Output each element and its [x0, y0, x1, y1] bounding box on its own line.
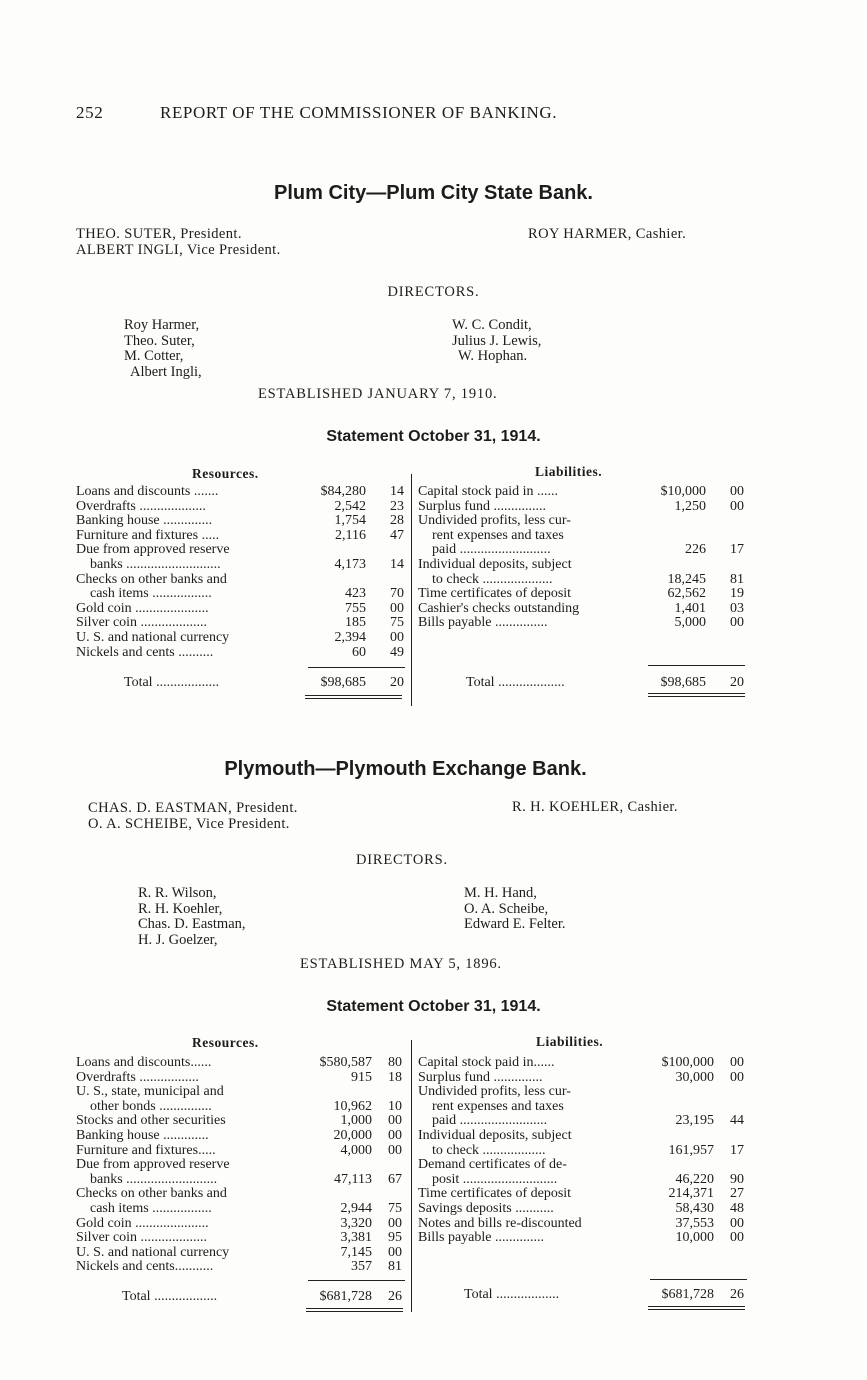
ledger-cents: 00 [730, 1069, 744, 1085]
ledger-row [418, 1158, 748, 1173]
resources-table [76, 485, 406, 660]
ledger-row [418, 1100, 748, 1115]
established-line: ESTABLISHED JANUARY 7, 1910. [258, 386, 498, 402]
ledger-dollars: 1,754 [334, 513, 366, 529]
total-cents: 26 [388, 1289, 402, 1304]
ledger-label: Gold coin ..................... [76, 600, 209, 616]
ledger-label: Due from approved reserve [76, 542, 230, 558]
ledger-row [418, 587, 748, 602]
double-rule [305, 695, 402, 696]
ledger-row [418, 1085, 748, 1100]
ledger-row [418, 514, 748, 529]
ledger-row [76, 485, 406, 500]
ledger-row [418, 500, 748, 515]
liabilities-table [418, 485, 748, 631]
total-label: Total ................... [466, 675, 565, 690]
director-name: W. C. Condit, [452, 317, 532, 333]
ledger-cents: 00 [730, 1055, 744, 1070]
total-label: Total .................. [464, 1287, 560, 1302]
ledger-dollars: 10,000 [675, 1230, 714, 1246]
ledger-cents: 81 [388, 1259, 402, 1275]
ledger-label: Checks on other banks and [76, 571, 227, 587]
ledger-row [418, 1173, 748, 1188]
ledger-dollars: 5,000 [674, 615, 706, 631]
director-name: R. H. Koehler, [138, 900, 223, 917]
ledger-row [76, 1158, 406, 1173]
ledger-label: Furniture and fixtures ..... [76, 527, 220, 543]
total-label: Total .................. [122, 1289, 218, 1304]
ledger-row [418, 485, 748, 500]
ledger-dollars: 185 [345, 615, 366, 631]
ledger-label: Demand certificates of de- [418, 1157, 567, 1173]
ledger-dollars: 7,145 [340, 1244, 372, 1260]
double-rule [648, 1309, 745, 1310]
directors-left-list [138, 886, 246, 948]
ledger-label: Nickels and cents........... [76, 1259, 214, 1275]
director-name: Edward E. Felter. [464, 916, 566, 932]
liabilities-table [418, 1056, 748, 1246]
ledger-row [76, 616, 406, 631]
director-name: R. R. Wilson, [138, 885, 217, 901]
total-dollars: $98,685 [320, 675, 366, 690]
ledger-label: cash items ................. [90, 586, 212, 602]
ledger-dollars: 10,962 [333, 1098, 372, 1114]
director-name: Theo. Suter, [124, 332, 195, 349]
ledger-cents: 00 [390, 600, 404, 616]
ledger-row [418, 1071, 748, 1086]
ledger-dollars: 214,371 [668, 1186, 714, 1202]
ledger-row [76, 1085, 406, 1100]
ledger-dollars: 18,245 [667, 571, 706, 587]
director-name: O. A. Scheibe, [464, 900, 549, 917]
ledger-row [418, 573, 748, 588]
ledger-label: Bills payable ............... [418, 615, 548, 631]
ledger-dollars: 915 [351, 1069, 372, 1085]
ledger-dollars: 23,195 [675, 1113, 714, 1129]
ledger-row [76, 573, 406, 588]
president-line: CHAS. D. EASTMAN, President. [88, 800, 298, 816]
double-rule [648, 1306, 745, 1307]
ledger-row [418, 543, 748, 558]
bank-title: Plymouth—Plymouth Exchange Bank. [224, 758, 587, 780]
ledger-cents: 00 [388, 1113, 402, 1129]
ledger-row [418, 1129, 748, 1144]
ledger-dollars: $580,587 [319, 1055, 372, 1070]
ledger-cents: 48 [730, 1200, 744, 1216]
ledger-dollars: 60 [352, 644, 366, 660]
double-rule [648, 696, 745, 697]
ledger-cents: 14 [390, 556, 404, 572]
ledger-cents: 90 [730, 1171, 744, 1187]
ledger-cents: 23 [390, 498, 404, 514]
director-name: H. J. Goelzer, [138, 931, 218, 948]
liabilities-heading: Liabilities. [536, 1034, 604, 1049]
director-name: M. H. Hand, [464, 885, 537, 901]
ledger-label: Bills payable .............. [418, 1230, 544, 1246]
director-name: M. Cotter, [124, 348, 184, 364]
ledger-label: Cashier's checks outstanding [418, 600, 580, 616]
ledger-label: Silver coin ................... [76, 1230, 208, 1246]
ledger-label: Furniture and fixtures..... [76, 1142, 216, 1158]
total-rule [308, 1280, 405, 1281]
liabilities-total-row [418, 676, 748, 691]
ledger-label: cash items ................. [90, 1200, 212, 1216]
ledger-label: U. S. and national currency [76, 629, 230, 645]
ledger-cents: 19 [730, 586, 744, 602]
ledger-label: Surplus fund ............... [418, 498, 546, 514]
total-cents: 26 [730, 1287, 744, 1302]
double-rule [648, 693, 745, 694]
ledger-label: paid ......................... [432, 1113, 548, 1129]
ledger-row [76, 1260, 406, 1275]
ledger-row [418, 1144, 748, 1159]
vice-president-line: ALBERT INGLI, Vice President. [76, 242, 281, 258]
ledger-label: Stocks and other securities [76, 1113, 226, 1129]
officers-left [76, 226, 281, 258]
total-dollars: $681,728 [319, 1289, 372, 1304]
ledger-cents: 00 [730, 1215, 744, 1231]
director-name: Chas. D. Eastman, [138, 916, 246, 932]
total-label: Total .................. [124, 675, 220, 690]
ledger-row [76, 558, 406, 573]
ledger-cents: 00 [388, 1244, 402, 1260]
total-cents: 20 [390, 675, 404, 690]
ledger-cents: 70 [390, 586, 404, 602]
ledger-cents: 75 [390, 615, 404, 631]
ledger-row [418, 602, 748, 617]
ledger-cents: 17 [730, 542, 744, 558]
ledger-cents: 00 [390, 629, 404, 645]
total-dollars: $98,685 [660, 675, 706, 690]
ledger-dollars: 161,957 [668, 1142, 714, 1158]
president-line: THEO. SUTER, President. [76, 226, 242, 242]
ledger-cents: 00 [730, 615, 744, 631]
ledger-dollars: 1,401 [674, 600, 706, 616]
ledger-row [418, 529, 748, 544]
ledger-cents: 00 [730, 484, 744, 499]
ledger-row [418, 1231, 748, 1246]
page-number: 252 [76, 103, 104, 122]
ledger-dollars: 37,553 [675, 1215, 714, 1231]
ledger-cents: 10 [388, 1098, 402, 1114]
ledger-label: Overdrafts ................... [76, 498, 206, 514]
ledger-dollars: 4,173 [334, 556, 366, 572]
ledger-cents: 95 [388, 1230, 402, 1246]
director-name: W. Hophan. [458, 348, 528, 364]
ledger-label: Capital stock paid in ...... [418, 484, 558, 499]
ledger-cents: 00 [388, 1142, 402, 1158]
ledger-dollars: $10,000 [660, 484, 706, 499]
ledger-cents: 75 [388, 1200, 402, 1216]
double-rule [306, 1308, 403, 1309]
established-line: ESTABLISHED MAY 5, 1896. [300, 956, 502, 972]
ledger-cents: 00 [388, 1215, 402, 1231]
officers-left [88, 800, 298, 832]
ledger-label: Undivided profits, less cur- [418, 513, 571, 529]
ledger-label: Banking house .............. [76, 513, 213, 529]
ledger-row [76, 602, 406, 617]
statement-heading: Statement October 31, 1914. [326, 998, 541, 1015]
statement-heading: Statement October 31, 1914. [326, 428, 541, 445]
ledger-cents: 14 [390, 484, 404, 499]
ledger-cents: 44 [730, 1113, 744, 1129]
ledger-row [76, 1100, 406, 1115]
ledger-label: Overdrafts ................. [76, 1069, 199, 1085]
running-head: REPORT OF THE COMMISSIONER OF BANKING. [160, 103, 558, 122]
liabilities-heading: Liabilities. [535, 464, 603, 479]
ledger-dollars: 3,320 [340, 1215, 372, 1231]
director-name: Julius J. Lewis, [452, 332, 542, 349]
ledger-label: Undivided profits, less cur- [418, 1084, 571, 1100]
resources-total-row [76, 1290, 406, 1305]
ledger-dollars: 226 [685, 542, 706, 558]
ledger-label: Individual deposits, subject [418, 1127, 572, 1143]
ledger-label: Checks on other banks and [76, 1186, 227, 1202]
ledger-label: banks .......................... [90, 1171, 218, 1187]
ledger-cents: 00 [730, 1230, 744, 1246]
ledger-dollars: $84,280 [320, 484, 366, 499]
ledger-cents: 18 [388, 1069, 402, 1085]
ledger-dollars: 3,381 [340, 1230, 372, 1246]
directors-left-list [124, 318, 202, 380]
ledger-cents: 47 [390, 527, 404, 543]
ledger-label: Time certificates of deposit [418, 586, 572, 602]
ledger-label: Time certificates of deposit [418, 1186, 572, 1202]
ledger-label: Individual deposits, subject [418, 556, 572, 572]
ledger-row [76, 646, 406, 661]
ledger-dollars: 755 [345, 600, 366, 616]
cashier-line: ROY HARMER, Cashier. [528, 226, 687, 242]
double-rule [305, 698, 402, 699]
ledger-row [76, 529, 406, 544]
ledger-label: Loans and discounts...... [76, 1055, 212, 1070]
ledger-label: Gold coin ..................... [76, 1215, 209, 1231]
ledger-label: rent expenses and taxes [432, 1098, 564, 1114]
ledger-row [418, 616, 748, 631]
ledger-dollars: 47,113 [334, 1171, 372, 1187]
ledger-row [76, 1056, 406, 1071]
ledger-dollars: 20,000 [333, 1127, 372, 1143]
ledger-label: Silver coin ................... [76, 615, 208, 631]
liabilities-total-row [418, 1288, 748, 1303]
resources-heading: Resources. [192, 1035, 259, 1050]
double-rule [306, 1311, 403, 1312]
total-dollars: $681,728 [661, 1287, 714, 1302]
ledger-dollars: 2,116 [335, 527, 366, 543]
ledger-row [76, 543, 406, 558]
bank-title: Plum City—Plum City State Bank. [274, 182, 593, 204]
ledger-dollars: 46,220 [675, 1171, 714, 1187]
ledger-dollars: 4,000 [340, 1142, 372, 1158]
ledger-dollars: 423 [345, 586, 366, 602]
ledger-label: Due from approved reserve [76, 1157, 230, 1173]
ledger-label: to check .................... [432, 571, 553, 587]
ledger-row [76, 1246, 406, 1261]
ledger-label: Nickels and cents .......... [76, 644, 214, 660]
ledger-label: Loans and discounts ....... [76, 484, 219, 499]
ledger-row [76, 514, 406, 529]
ledger-cents: 67 [388, 1171, 402, 1187]
ledger-row [76, 1217, 406, 1232]
ledger-dollars: 357 [351, 1259, 372, 1275]
ledger-dollars: 62,562 [667, 586, 706, 602]
ledger-label: Capital stock paid in...... [418, 1055, 555, 1070]
ledger-label: Surplus fund .............. [418, 1069, 543, 1085]
ledger-row [418, 558, 748, 573]
vice-president-line: O. A. SCHEIBE, Vice President. [88, 816, 290, 832]
ledger-cents: 80 [388, 1055, 402, 1070]
ledger-dollars: 2,542 [334, 498, 366, 514]
director-name: Albert Ingli, [130, 363, 202, 380]
ledger-dollars: 2,944 [340, 1200, 372, 1216]
directors-heading: DIRECTORS. [356, 852, 448, 868]
ledger-label: rent expenses and taxes [432, 527, 564, 543]
ledger-label: Savings deposits ........... [418, 1200, 554, 1216]
ledger-dollars: 1,250 [674, 498, 706, 514]
ledger-row [418, 1187, 748, 1202]
ledger-label: U. S. and national currency [76, 1244, 230, 1260]
directors-right-list [464, 886, 565, 933]
director-name: Roy Harmer, [124, 317, 200, 333]
ledger-dollars: 30,000 [675, 1069, 714, 1085]
ledger-label: other bonds ............... [90, 1098, 212, 1114]
ledger-row [76, 1231, 406, 1246]
ledger-dollars: 1,000 [340, 1113, 372, 1129]
ledger-row [76, 1187, 406, 1202]
ledger-row [76, 631, 406, 646]
ledger-dollars: 58,430 [675, 1200, 714, 1216]
total-rule [308, 667, 405, 668]
ledger-row [76, 500, 406, 515]
ledger-row [76, 1173, 406, 1188]
ledger-row [76, 1202, 406, 1217]
directors-heading: DIRECTORS. [387, 284, 480, 300]
total-rule [648, 665, 745, 666]
ledger-dollars: $100,000 [661, 1055, 714, 1070]
ledger-cents: 17 [730, 1142, 744, 1158]
column-divider [411, 1040, 412, 1312]
ledger-label: posit ........................... [432, 1171, 558, 1187]
ledger-cents: 03 [730, 600, 744, 616]
ledger-label: paid .......................... [432, 542, 551, 558]
total-cents: 20 [730, 675, 744, 690]
ledger-label: banks ........................... [90, 556, 221, 572]
ledger-row [76, 1144, 406, 1159]
ledger-cents: 49 [390, 644, 404, 660]
ledger-row [418, 1056, 748, 1071]
ledger-label: Notes and bills re-discounted [418, 1215, 582, 1231]
ledger-cents: 00 [730, 498, 744, 514]
ledger-label: U. S., state, municipal and [76, 1084, 224, 1100]
ledger-row [418, 1217, 748, 1232]
resources-table [76, 1056, 406, 1275]
ledger-row [418, 1114, 748, 1129]
ledger-row [76, 1071, 406, 1086]
cashier-line: R. H. KOEHLER, Cashier. [512, 799, 678, 815]
ledger-cents: 81 [730, 571, 744, 587]
directors-right-list [452, 318, 541, 365]
ledger-dollars: 2,394 [334, 629, 366, 645]
resources-total-row [76, 676, 406, 691]
ledger-label: to check .................. [432, 1142, 546, 1158]
resources-heading: Resources. [192, 466, 259, 481]
total-rule [650, 1279, 747, 1280]
ledger-cents: 28 [390, 513, 404, 529]
ledger-cents: 00 [388, 1127, 402, 1143]
ledger-label: Banking house ............. [76, 1127, 209, 1143]
ledger-row [76, 1114, 406, 1129]
ledger-row [76, 587, 406, 602]
ledger-row [76, 1129, 406, 1144]
ledger-cents: 27 [730, 1186, 744, 1202]
column-divider [411, 474, 412, 706]
ledger-row [418, 1202, 748, 1217]
